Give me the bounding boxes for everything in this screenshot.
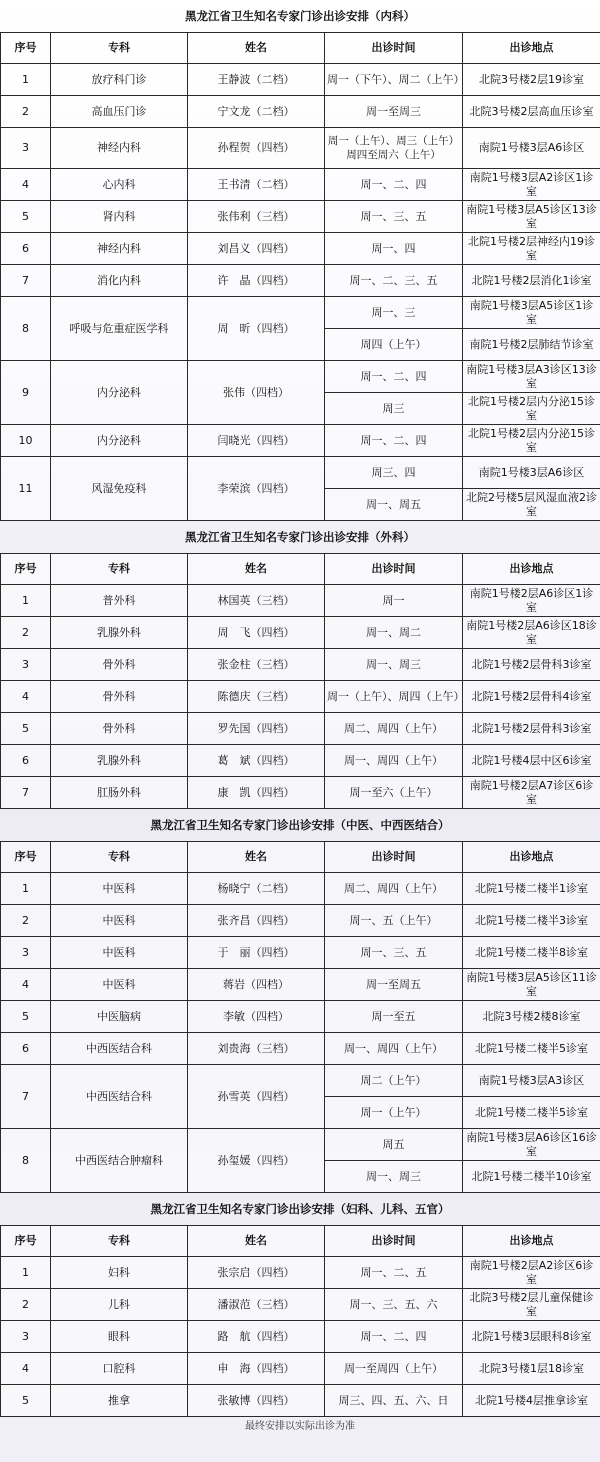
clinic-time-cell: 周二、周四（上午） xyxy=(325,713,463,745)
column-header: 出诊地点 xyxy=(463,1226,600,1257)
row-number: 10 xyxy=(1,425,51,457)
clinic-time-cell: 周一（上午）、周四（上午） xyxy=(325,681,463,713)
schedule-table xyxy=(0,32,600,521)
column-header: 出诊时间 xyxy=(325,33,463,64)
table-row xyxy=(1,873,600,905)
department-cell: 骨外科 xyxy=(51,713,188,745)
header-row xyxy=(1,1226,600,1257)
clinic-time-cell: 周一（上午）、周三（上午） 周四至周六（上午） xyxy=(325,128,463,169)
table-row xyxy=(1,617,600,649)
table-row xyxy=(1,585,600,617)
doctor-name-cell: 许 晶（四档） xyxy=(188,265,325,297)
doctor-name-cell: 林国英（三档） xyxy=(188,585,325,617)
section-title: 黑龙江省卫生知名专家门诊出诊安排（外科） xyxy=(185,530,415,544)
row-number: 1 xyxy=(1,64,51,96)
department-cell: 高血压门诊 xyxy=(51,96,188,128)
column-header: 出诊地点 xyxy=(463,842,600,873)
doctor-name-cell: 张齐昌（四档） xyxy=(188,905,325,937)
schedule-table xyxy=(0,1225,600,1417)
clinic-location-cell: 南院1号楼3层A5诊区11诊室 xyxy=(463,969,600,1001)
clinic-time-cell: 周一至五 xyxy=(325,1001,463,1033)
department-cell: 中医科 xyxy=(51,969,188,1001)
section-title: 黑龙江省卫生知名专家门诊出诊安排（内科） xyxy=(185,9,415,23)
department-cell: 中西医结合科 xyxy=(51,1065,188,1129)
clinic-location-cell: 南院1号楼3层A6诊区 xyxy=(463,128,600,169)
clinic-time-cell: 周五 xyxy=(325,1129,463,1161)
column-header: 序号 xyxy=(1,842,51,873)
department-cell: 妇科 xyxy=(51,1257,188,1289)
doctor-name-cell: 张伟（四档） xyxy=(188,361,325,425)
table-row xyxy=(1,1001,600,1033)
doctor-name-cell: 路 航（四档） xyxy=(188,1321,325,1353)
clinic-location-cell: 北院1号楼二楼半10诊室 xyxy=(463,1161,600,1193)
clinic-location-cell: 北院3号楼1层18诊室 xyxy=(463,1353,600,1385)
table-row xyxy=(1,649,600,681)
doctor-name-cell: 宁文龙（二档） xyxy=(188,96,325,128)
row-number: 2 xyxy=(1,1289,51,1321)
table-row xyxy=(1,905,600,937)
header-row xyxy=(1,842,600,873)
row-number: 4 xyxy=(1,169,51,201)
table-row xyxy=(1,1385,600,1417)
section-title: 黑龙江省卫生知名专家门诊出诊安排（妇科、儿科、五官） xyxy=(150,1202,450,1216)
clinic-time-cell: 周一（上午） xyxy=(325,1097,463,1129)
clinic-location-cell: 南院1号楼2层A7诊区6诊室 xyxy=(463,777,600,809)
column-header: 专科 xyxy=(51,1226,188,1257)
column-header: 姓名 xyxy=(188,554,325,585)
clinic-time-cell: 周一、二、五 xyxy=(325,1257,463,1289)
doctor-name-cell: 孙雪英（四档） xyxy=(188,1065,325,1129)
table-row xyxy=(1,425,600,457)
clinic-location-cell: 北院1号楼2层内分泌15诊室 xyxy=(463,393,600,425)
table-row xyxy=(1,265,600,297)
clinic-time-cell: 周一至周四（上午） xyxy=(325,1353,463,1385)
department-cell: 中医科 xyxy=(51,873,188,905)
column-header: 姓名 xyxy=(188,842,325,873)
clinic-time-cell: 周三、四 xyxy=(325,457,463,489)
clinic-location-cell: 北院1号楼2层神经内19诊室 xyxy=(463,233,600,265)
doctor-name-cell: 周 昕（四档） xyxy=(188,297,325,361)
clinic-time-cell: 周一、周五 xyxy=(325,489,463,521)
table-row xyxy=(1,128,600,169)
clinic-time-cell: 周一（下午）、周二（上午） xyxy=(325,64,463,96)
clinic-time-cell: 周一、周四（上午） xyxy=(325,745,463,777)
doctor-name-cell: 张宗启（四档） xyxy=(188,1257,325,1289)
clinic-time-cell: 周一、周二 xyxy=(325,617,463,649)
table-row xyxy=(1,233,600,265)
column-header: 姓名 xyxy=(188,33,325,64)
column-header: 专科 xyxy=(51,842,188,873)
footer-note: 最终安排以实际出诊为准 xyxy=(245,1421,355,1432)
doctor-name-cell: 李敏（四档） xyxy=(188,1001,325,1033)
row-number: 6 xyxy=(1,233,51,265)
clinic-location-cell: 北院1号楼2层内分泌15诊室 xyxy=(463,425,600,457)
department-cell: 肛肠外科 xyxy=(51,777,188,809)
clinic-time-cell: 周二（上午） xyxy=(325,1065,463,1097)
doctor-name-cell: 王书清（二档） xyxy=(188,169,325,201)
clinic-time-cell: 周一、二、四 xyxy=(325,1321,463,1353)
row-number: 6 xyxy=(1,1033,51,1065)
doctor-name-cell: 张伟利（三档） xyxy=(188,201,325,233)
department-cell: 中西医结合肿瘤科 xyxy=(51,1129,188,1193)
table-row xyxy=(1,96,600,128)
clinic-time-cell: 周一至六（上午） xyxy=(325,777,463,809)
clinic-time-cell: 周三 xyxy=(325,393,463,425)
clinic-time-cell: 周一、三、五 xyxy=(325,201,463,233)
clinic-time-cell: 周一、二、四 xyxy=(325,425,463,457)
table-row xyxy=(1,713,600,745)
clinic-time-cell: 周一至周三 xyxy=(325,96,463,128)
department-cell: 中医科 xyxy=(51,905,188,937)
row-number: 5 xyxy=(1,201,51,233)
column-header: 出诊地点 xyxy=(463,33,600,64)
table-row xyxy=(1,457,600,489)
table-row xyxy=(1,681,600,713)
schedule-table xyxy=(0,841,600,1193)
department-cell: 放疗科门诊 xyxy=(51,64,188,96)
section-title: 黑龙江省卫生知名专家门诊出诊安排（中医、中西医结合） xyxy=(150,818,450,832)
clinic-time-cell: 周一至周五 xyxy=(325,969,463,1001)
department-cell: 乳腺外科 xyxy=(51,745,188,777)
table-row xyxy=(1,1065,600,1097)
clinic-location-cell: 北院1号楼4层中区6诊室 xyxy=(463,745,600,777)
clinic-location-cell: 北院1号楼2层骨科4诊室 xyxy=(463,681,600,713)
clinic-location-cell: 南院1号楼3层A3诊区 xyxy=(463,1065,600,1097)
department-cell: 儿科 xyxy=(51,1289,188,1321)
clinic-location-cell: 北院2号楼5层风湿血液2诊室 xyxy=(463,489,600,521)
clinic-location-cell: 南院1号楼3层A6诊区 xyxy=(463,457,600,489)
column-header: 序号 xyxy=(1,33,51,64)
row-number: 3 xyxy=(1,937,51,969)
department-cell: 骨外科 xyxy=(51,649,188,681)
department-cell: 神经内科 xyxy=(51,233,188,265)
department-cell: 中西医结合科 xyxy=(51,1033,188,1065)
clinic-location-cell: 南院1号楼2层A6诊区1诊室 xyxy=(463,585,600,617)
department-cell: 普外科 xyxy=(51,585,188,617)
row-number: 8 xyxy=(1,1129,51,1193)
clinic-location-cell: 南院1号楼2层A2诊区6诊室 xyxy=(463,1257,600,1289)
row-number: 5 xyxy=(1,713,51,745)
table-row xyxy=(1,1257,600,1289)
doctor-name-cell: 孙玺媛（四档） xyxy=(188,1129,325,1193)
header-row xyxy=(1,33,600,64)
table-row xyxy=(1,937,600,969)
department-cell: 内分泌科 xyxy=(51,361,188,425)
department-cell: 中医脑病 xyxy=(51,1001,188,1033)
clinic-location-cell: 北院1号楼二楼半1诊室 xyxy=(463,873,600,905)
department-cell: 推拿 xyxy=(51,1385,188,1417)
clinic-location-cell: 南院1号楼3层A5诊区13诊室 xyxy=(463,201,600,233)
table-row xyxy=(1,1129,600,1161)
column-header: 出诊时间 xyxy=(325,554,463,585)
table-row xyxy=(1,297,600,329)
doctor-name-cell: 周 飞（四档） xyxy=(188,617,325,649)
column-header: 序号 xyxy=(1,554,51,585)
table-row xyxy=(1,361,600,393)
column-header: 出诊时间 xyxy=(325,1226,463,1257)
clinic-location-cell: 北院1号楼二楼半5诊室 xyxy=(463,1033,600,1065)
row-number: 3 xyxy=(1,128,51,169)
department-cell: 神经内科 xyxy=(51,128,188,169)
department-cell: 中医科 xyxy=(51,937,188,969)
row-number: 7 xyxy=(1,777,51,809)
clinic-time-cell: 周一、周三 xyxy=(325,649,463,681)
doctor-name-cell: 于 丽（四档） xyxy=(188,937,325,969)
doctor-name-cell: 刘昌义（四档） xyxy=(188,233,325,265)
clinic-location-cell: 北院3号楼2层高血压诊室 xyxy=(463,96,600,128)
department-cell: 消化内科 xyxy=(51,265,188,297)
row-number: 2 xyxy=(1,96,51,128)
doctor-name-cell: 蒋岩（四档） xyxy=(188,969,325,1001)
clinic-location-cell: 北院3号楼2层儿童保健诊室 xyxy=(463,1289,600,1321)
clinic-time-cell: 周一、周四（上午） xyxy=(325,1033,463,1065)
row-number: 4 xyxy=(1,681,51,713)
column-header: 专科 xyxy=(51,554,188,585)
row-number: 5 xyxy=(1,1001,51,1033)
row-number: 1 xyxy=(1,873,51,905)
department-cell: 内分泌科 xyxy=(51,425,188,457)
table-row xyxy=(1,1289,600,1321)
doctor-name-cell: 杨晓宁（二档） xyxy=(188,873,325,905)
clinic-location-cell: 南院1号楼3层A5诊区1诊室 xyxy=(463,297,600,329)
clinic-time-cell: 周一、周三 xyxy=(325,1161,463,1193)
clinic-time-cell: 周二、周四（上午） xyxy=(325,873,463,905)
doctor-name-cell: 张敏博（四档） xyxy=(188,1385,325,1417)
department-cell: 心内科 xyxy=(51,169,188,201)
row-number: 3 xyxy=(1,649,51,681)
row-number: 8 xyxy=(1,297,51,361)
doctor-name-cell: 刘贵海（三档） xyxy=(188,1033,325,1065)
clinic-location-cell: 北院1号楼4层推拿诊室 xyxy=(463,1385,600,1417)
row-number: 6 xyxy=(1,745,51,777)
row-number: 2 xyxy=(1,617,51,649)
row-number: 9 xyxy=(1,361,51,425)
clinic-location-cell: 南院1号楼3层A6诊区16诊室 xyxy=(463,1129,600,1161)
department-cell: 呼吸与危重症医学科 xyxy=(51,297,188,361)
clinic-time-cell: 周一、三、五 xyxy=(325,937,463,969)
clinic-time-cell: 周一、二、四 xyxy=(325,169,463,201)
department-cell: 口腔科 xyxy=(51,1353,188,1385)
clinic-location-cell: 北院1号楼二楼半3诊室 xyxy=(463,905,600,937)
row-number: 5 xyxy=(1,1385,51,1417)
clinic-location-cell: 南院1号楼3层A2诊区1诊室 xyxy=(463,169,600,201)
clinic-location-cell: 北院1号楼二楼半8诊室 xyxy=(463,937,600,969)
clinic-time-cell: 周一、三、五、六 xyxy=(325,1289,463,1321)
clinic-location-cell: 北院3号楼2楼8诊室 xyxy=(463,1001,600,1033)
table-row xyxy=(1,1033,600,1065)
table-row xyxy=(1,201,600,233)
column-header: 专科 xyxy=(51,33,188,64)
doctor-name-cell: 张金柱（三档） xyxy=(188,649,325,681)
table-row xyxy=(1,169,600,201)
department-cell: 乳腺外科 xyxy=(51,617,188,649)
column-header: 姓名 xyxy=(188,1226,325,1257)
doctor-name-cell: 陈德庆（三档） xyxy=(188,681,325,713)
doctor-name-cell: 王静波（二档） xyxy=(188,64,325,96)
doctor-name-cell: 潘淑范（三档） xyxy=(188,1289,325,1321)
clinic-time-cell: 周一、四 xyxy=(325,233,463,265)
clinic-location-cell: 南院1号楼2层肺结节诊室 xyxy=(463,329,600,361)
clinic-location-cell: 南院1号楼2层A6诊区18诊室 xyxy=(463,617,600,649)
table-row xyxy=(1,745,600,777)
row-number: 1 xyxy=(1,585,51,617)
clinic-time-cell: 周三、四、五、六、日 xyxy=(325,1385,463,1417)
doctor-name-cell: 罗先国（四档） xyxy=(188,713,325,745)
table-row xyxy=(1,64,600,96)
column-header: 出诊时间 xyxy=(325,842,463,873)
row-number: 2 xyxy=(1,905,51,937)
clinic-location-cell: 北院3号楼2层19诊室 xyxy=(463,64,600,96)
clinic-location-cell: 北院1号楼2层消化1诊室 xyxy=(463,265,600,297)
clinic-location-cell: 北院1号楼2层骨科3诊室 xyxy=(463,649,600,681)
doctor-name-cell: 申 海（四档） xyxy=(188,1353,325,1385)
row-number: 3 xyxy=(1,1321,51,1353)
department-cell: 风湿免疫科 xyxy=(51,457,188,521)
department-cell: 眼科 xyxy=(51,1321,188,1353)
row-number: 7 xyxy=(1,1065,51,1129)
row-number: 4 xyxy=(1,969,51,1001)
row-number: 7 xyxy=(1,265,51,297)
doctor-name-cell: 葛 斌（四档） xyxy=(188,745,325,777)
clinic-time-cell: 周一、三 xyxy=(325,297,463,329)
department-cell: 骨外科 xyxy=(51,681,188,713)
clinic-time-cell: 周一 xyxy=(325,585,463,617)
row-number: 11 xyxy=(1,457,51,521)
table-row xyxy=(1,1353,600,1385)
table-row xyxy=(1,1321,600,1353)
clinic-location-cell: 北院1号楼2层骨科3诊室 xyxy=(463,713,600,745)
doctor-name-cell: 李荣滨（四档） xyxy=(188,457,325,521)
clinic-time-cell: 周一、二、四 xyxy=(325,361,463,393)
header-row xyxy=(1,554,600,585)
doctor-name-cell: 孙程贺（四档） xyxy=(188,128,325,169)
row-number: 1 xyxy=(1,1257,51,1289)
table-row xyxy=(1,969,600,1001)
department-cell: 肾内科 xyxy=(51,201,188,233)
clinic-time-cell: 周一、二、三、五 xyxy=(325,265,463,297)
clinic-location-cell: 北院1号楼3层眼科8诊室 xyxy=(463,1321,600,1353)
column-header: 序号 xyxy=(1,1226,51,1257)
schedule-table xyxy=(0,553,600,809)
doctor-name-cell: 闫晓光（四档） xyxy=(188,425,325,457)
clinic-time-cell: 周一、五（上午） xyxy=(325,905,463,937)
clinic-time-cell: 周四（上午） xyxy=(325,329,463,361)
doctor-name-cell: 康 凯（四档） xyxy=(188,777,325,809)
clinic-location-cell: 南院1号楼3层A3诊区13诊室 xyxy=(463,361,600,393)
clinic-location-cell: 北院1号楼二楼半5诊室 xyxy=(463,1097,600,1129)
table-row xyxy=(1,777,600,809)
row-number: 4 xyxy=(1,1353,51,1385)
column-header: 出诊地点 xyxy=(463,554,600,585)
